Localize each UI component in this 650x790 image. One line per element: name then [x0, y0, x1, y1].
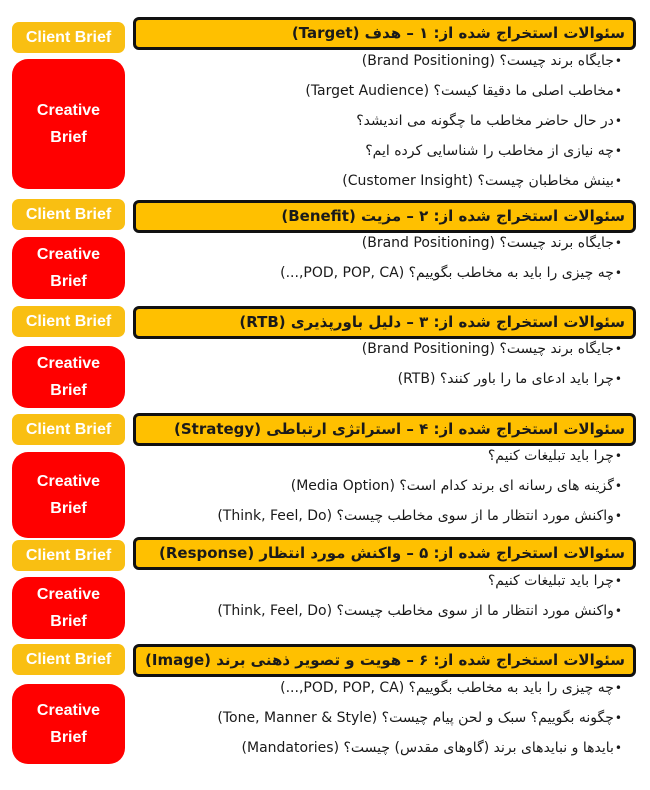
bullet-text: جایگاه برند چیست؟ (Brand Positioning)	[361, 341, 614, 357]
bullet-text: چگونه بگوییم؟ سبک و لحن پیام چیست؟ (Tone, Manner & Style)	[217, 710, 614, 726]
bullet-list	[142, 673, 622, 763]
bullet-item	[142, 76, 622, 106]
bullet-mark: •	[614, 509, 622, 523]
bullet-item	[142, 596, 622, 626]
bullet-list	[142, 46, 622, 196]
bullet-mark: •	[614, 174, 622, 188]
client-brief-label: Client Brief	[12, 414, 125, 445]
bullet-item	[142, 334, 622, 364]
creative-line-2: Brief	[50, 729, 87, 746]
creative-line-1: Creative	[36, 473, 101, 490]
bullet-mark: •	[614, 372, 622, 386]
section-header: سئوالات استخراج شده از: ۵ – واکنش مورد انتظار (Response)	[133, 537, 636, 570]
creative-line-1: Creative	[36, 586, 101, 603]
client-brief-label: Client Brief	[12, 199, 125, 230]
bullet-item	[142, 258, 622, 288]
bullet-text: جایگاه برند چیست؟ (Brand Positioning)	[361, 53, 614, 69]
bullet-text: گزینه های رسانه ای برند کدام است؟ (Media Option)	[290, 478, 614, 494]
bullet-text: واکنش مورد انتظار ما از سوی مخاطب چیست؟ (Think, Feel, Do)	[217, 603, 614, 619]
bullet-text: چه چیزی را باید به مخاطب بگوییم؟ (POD, POP, CA,...)	[280, 265, 614, 281]
bullet-text: بینش مخاطبان چیست؟ (Customer Insight)	[342, 173, 614, 189]
creative-line-1: Creative	[36, 355, 101, 372]
client-brief-label: Client Brief	[12, 306, 125, 337]
bullet-mark: •	[614, 266, 622, 280]
bullet-item	[142, 364, 622, 394]
bullet-list	[142, 441, 622, 531]
bullet-item	[142, 136, 622, 166]
section-header: سئوالات استخراج شده از: ۲ – مزیت (Benefit)	[133, 200, 636, 233]
creative-brief-box	[12, 577, 125, 639]
section-header: سئوالات استخراج شده از: ۳ – دلیل باورپذیری (RTB)	[133, 306, 636, 339]
bullet-item	[142, 46, 622, 76]
creative-brief-box	[12, 346, 125, 408]
client-brief-label: Client Brief	[12, 22, 125, 53]
bullet-mark: •	[614, 711, 622, 725]
section-header: سئوالات استخراج شده از: ۴ – استراتژی ارتباطی (Strategy)	[133, 413, 636, 446]
bullet-text: جایگاه برند چیست؟ (Brand Positioning)	[361, 235, 614, 251]
bullet-text: چه نیازی از مخاطب را شناسایی کرده ایم؟	[365, 143, 614, 159]
bullet-mark: •	[614, 342, 622, 356]
bullet-item	[142, 501, 622, 531]
bullet-list	[142, 334, 622, 394]
bullet-text: بایدها و نبایدهای برند (گاوهای مقدس) چیست؟ (Mandatories)	[241, 740, 614, 756]
creative-brief-box	[12, 452, 125, 538]
bullet-mark: •	[614, 681, 622, 695]
bullet-text: چرا باید تبلیغات کنیم؟	[487, 573, 614, 589]
creative-line-1: Creative	[36, 102, 101, 119]
creative-line-2: Brief	[50, 129, 87, 146]
bullet-item	[142, 166, 622, 196]
section-header: سئوالات استخراج شده از: ۱ – هدف (Target)	[133, 17, 636, 50]
bullet-list	[142, 228, 622, 288]
creative-line-2: Brief	[50, 273, 87, 290]
bullet-mark: •	[614, 54, 622, 68]
creative-line-1: Creative	[36, 702, 101, 719]
creative-line-2: Brief	[50, 500, 87, 517]
bullet-item	[142, 228, 622, 258]
bullet-text: در حال حاضر مخاطب ما چگونه می اندیشد؟	[356, 113, 614, 129]
client-brief-label: Client Brief	[12, 644, 125, 675]
bullet-item	[142, 471, 622, 501]
bullet-mark: •	[614, 114, 622, 128]
bullet-item	[142, 673, 622, 703]
client-brief-label: Client Brief	[12, 540, 125, 571]
bullet-mark: •	[614, 84, 622, 98]
creative-line-2: Brief	[50, 382, 87, 399]
bullet-item	[142, 106, 622, 136]
creative-brief-box	[12, 237, 125, 299]
bullet-text: چه چیزی را باید به مخاطب بگوییم؟ (POD, POP, CA,...)	[280, 680, 614, 696]
bullet-text: واکنش مورد انتظار ما از سوی مخاطب چیست؟ (Think, Feel, Do)	[217, 508, 614, 524]
bullet-mark: •	[614, 236, 622, 250]
bullet-text: چرا باید تبلیغات کنیم؟	[487, 448, 614, 464]
bullet-item	[142, 441, 622, 471]
bullet-item	[142, 733, 622, 763]
bullet-mark: •	[614, 479, 622, 493]
bullet-item	[142, 566, 622, 596]
bullet-text: چرا باید ادعای ما را باور کنند؟ (RTB)	[397, 371, 614, 387]
creative-brief-box	[12, 684, 125, 764]
section-header: سئوالات استخراج شده از: ۶ – هویت و تصویر ذهنی برند (Image)	[133, 644, 636, 677]
creative-brief-box	[12, 59, 125, 189]
bullet-mark: •	[614, 741, 622, 755]
bullet-list	[142, 566, 622, 626]
bullet-mark: •	[614, 144, 622, 158]
bullet-text: مخاطب اصلی ما دقیقا کیست؟ (Target Audience)	[305, 83, 614, 99]
creative-line-1: Creative	[36, 246, 101, 263]
bullet-mark: •	[614, 574, 622, 588]
bullet-mark: •	[614, 449, 622, 463]
creative-line-2: Brief	[50, 613, 87, 630]
bullet-mark: •	[614, 604, 622, 618]
bullet-item	[142, 703, 622, 733]
